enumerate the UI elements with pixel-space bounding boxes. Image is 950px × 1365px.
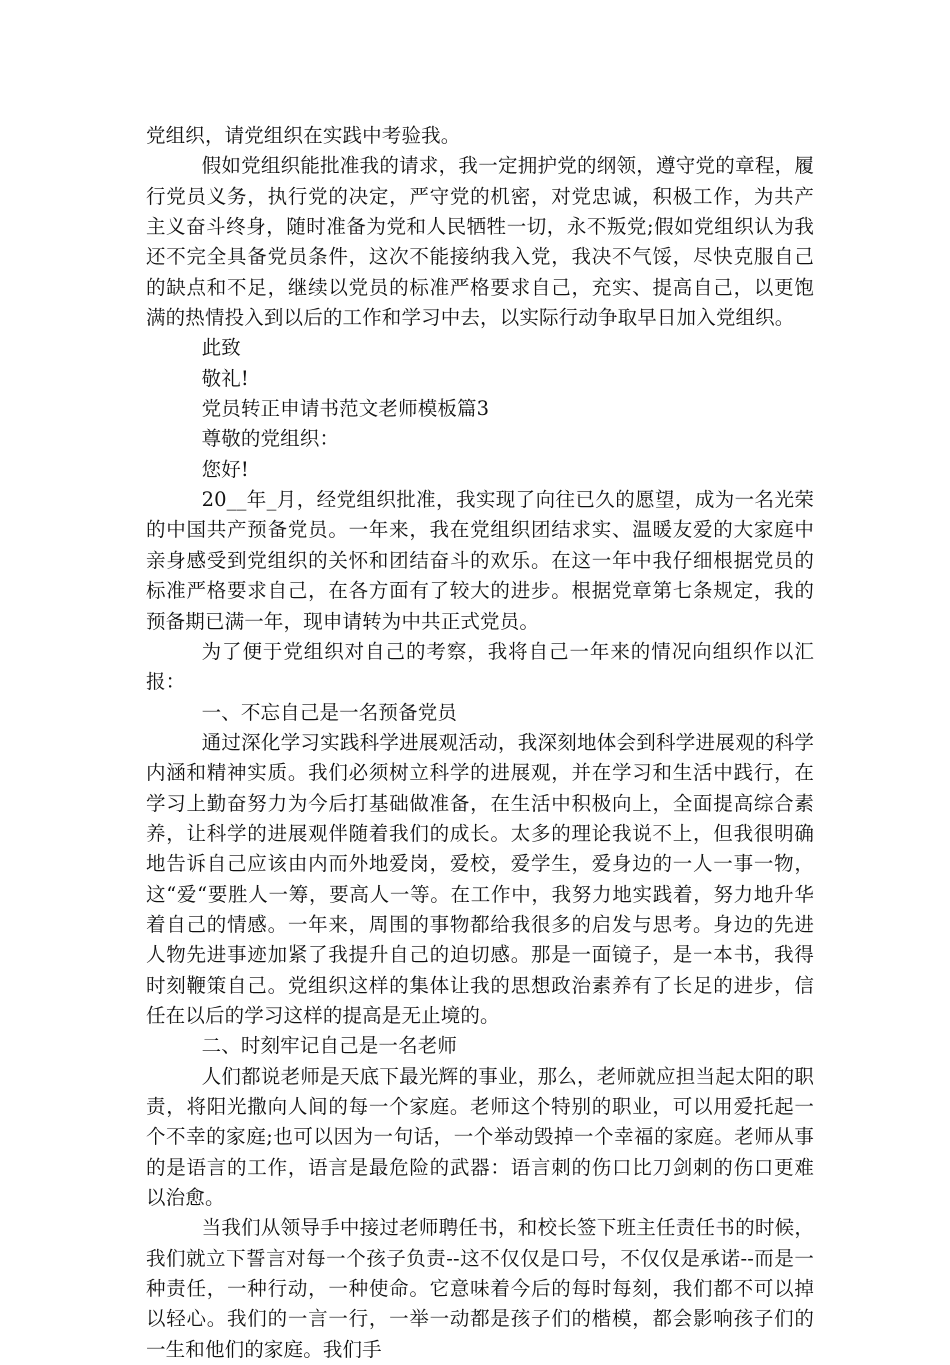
document-body bbox=[146, 121, 814, 1365]
paragraph: 尊敬的党组织： bbox=[201, 427, 340, 451]
paragraph: 您好! bbox=[201, 457, 249, 481]
paragraph: 当我们从领导手中接过老师聘任书，和校长签下班主任责任书的时候，我们就立下誓言对每一个孩子负责--这不仅仅是口号，不仅仅是承诺--而是一种责任，一种行动，一种使命。它意味着今后的每时每刻，我们都不可以掉以轻心。我们的一言一行，一举一动都是孩子们的楷模，都会影响孩子们的一生和他们的家庭。我们手 bbox=[146, 1216, 814, 1361]
paragraph: 人们都说老师是天底下最光辉的事业，那么，老师就应担当起太阳的职责，将阳光撒向人间的每一个家庭。老师这个特别的职业，可以用爱托起一个不幸的家庭;也可以因为一句话，一个举动毁掉一个幸福的家庭。老师从事的是语言的工作，语言是最危险的武器：语言刺的伤口比刀剑刺的伤口更难以治愈。 bbox=[146, 1064, 814, 1210]
paragraph: 假如党组织能批准我的请求，我一定拥护党的纲领，遵守党的章程，履行党员义务，执行党的决定，严守党的机密，对党忠诚，积极工作，为共产主义奋斗终身，随时准备为党和人民牺牲一切，永不叛党;假如党组织认为我还不完全具备党员条件，这次不能接纳我入党，我决不气馁，尽快克服自己的缺点和不足，继续以党员的标准严格要求自己，充实、提高自己，以更饱满的热情投入到以后的工作和学习中去，以实际行动争取早日加入党组织。 bbox=[146, 154, 814, 330]
paragraph: 敬礼! bbox=[201, 366, 249, 390]
paragraph: 为了便于党组织对自己的考察，我将自己一年来的情况向组织作以汇报： bbox=[146, 639, 814, 694]
paragraph: 党组织，请党组织在实践中考验我。 bbox=[146, 124, 461, 147]
paragraph: 二、时刻牢记自己是一名老师 bbox=[201, 1034, 458, 1058]
paragraph: 此致 bbox=[201, 336, 241, 360]
paragraph: 一、不忘自己是一名预备党员 bbox=[201, 700, 458, 724]
paragraph: 20__年_月，经党组织批准，我实现了向往已久的愿望，成为一名光荣的中国共产预备党员。一年来，我在党组织团结求实、温暖友爱的大家庭中亲身感受到党组织的关怀和团结奋斗的欢乐。在这一年中我仔细根据党员的标准严格要求自己，在各方面有了较大的进步。根据党章第七条规定，我的预备期已满一年，现申请转为中共正式党员。 bbox=[146, 488, 814, 633]
paragraph: 通过深化学习实践科学进展观活动，我深刻地体会到科学进展观的科学内涵和精神实质。我们必须树立科学的进展观，并在学习和生活中践行，在学习上勤奋努力为今后打基础做准备，在生活中积极向上，全面提高综合素养，让科学的进展观伴随着我们的成长。太多的理论我说不上，但我很明确地告诉自己应该由内而外地爱岗，爱校，爱学生，爱身边的一人一事一物，这“爱“要胜人一筹，要高人一等。在工作中，我努力地实践着，努力地升华着自己的情感。一年来，周围的事物都给我很多的启发与思考。身边的先进人物先进事迹加紧了我提升自己的迫切感。那是一面镜子，是一本书，我得时刻鞭策自己。党组织这样的集体让我的思想政治素养有了长足的进步，信任在以后的学习这样的提高是无止境的。 bbox=[146, 730, 814, 1027]
paragraph: 党员转正申请书范文老师模板篇3 bbox=[201, 397, 490, 421]
